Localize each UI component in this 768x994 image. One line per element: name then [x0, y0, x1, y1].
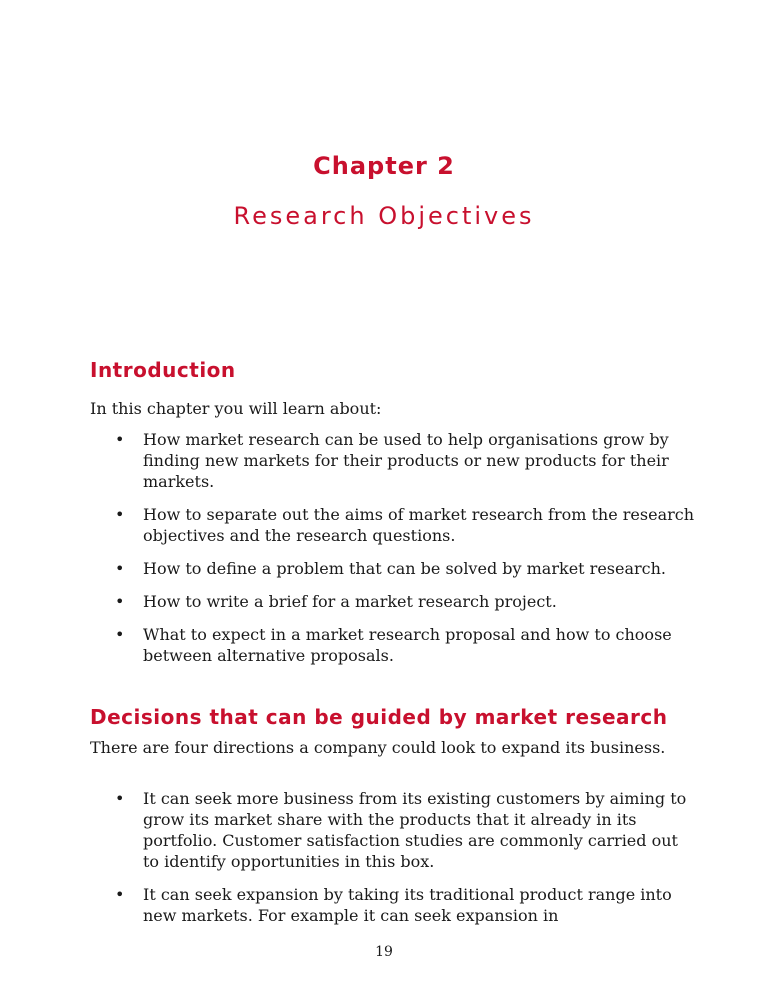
chapter-number: Chapter 2	[313, 152, 455, 180]
list-item	[0, 884, 768, 926]
decisions-lead: There are four directions a company could look to expand its business.	[90, 738, 666, 757]
bullet-icon: •	[115, 505, 125, 524]
list-item	[0, 558, 768, 579]
list-item	[0, 624, 768, 666]
bullet-icon: •	[115, 559, 125, 578]
bullet-icon: •	[115, 789, 125, 808]
list-item-text: How to define a problem that can be solved by market research.	[143, 559, 667, 578]
section-heading-decisions: Decisions that can be guided by market research	[90, 705, 668, 729]
list-item-text: How to separate out the aims of market research from the research objectives and the research questions.	[143, 505, 695, 545]
list-item-text: What to expect in a market research proposal and how to choose between alternative proposals.	[143, 625, 672, 665]
introduction-list	[0, 429, 768, 678]
list-item	[0, 788, 768, 872]
list-item	[0, 591, 768, 612]
list-item-text: How market research can be used to help organisations grow by finding new markets for their products or new products for their markets.	[143, 430, 669, 491]
chapter-title: Research Objectives	[233, 202, 535, 230]
bullet-icon: •	[115, 592, 125, 611]
list-item	[0, 429, 768, 492]
page-number: 19	[375, 944, 393, 960]
list-item	[0, 504, 768, 546]
bullet-icon: •	[115, 885, 125, 904]
introduction-lead: In this chapter you will learn about:	[90, 399, 382, 418]
list-item-text: How to write a brief for a market research project.	[143, 592, 557, 611]
bullet-icon: •	[115, 430, 125, 449]
list-item-text: It can seek expansion by taking its traditional product range into new markets. For example it can seek expansion in	[143, 885, 672, 925]
section-heading-introduction: Introduction	[90, 358, 236, 382]
decisions-list	[0, 788, 768, 938]
list-item-text: It can seek more business from its existing customers by aiming to grow its market share with the products that it already in its portfolio. Customer satisfaction studies are commonly carried out to identify opportunities in this box.	[143, 789, 687, 871]
bullet-icon: •	[115, 625, 125, 644]
